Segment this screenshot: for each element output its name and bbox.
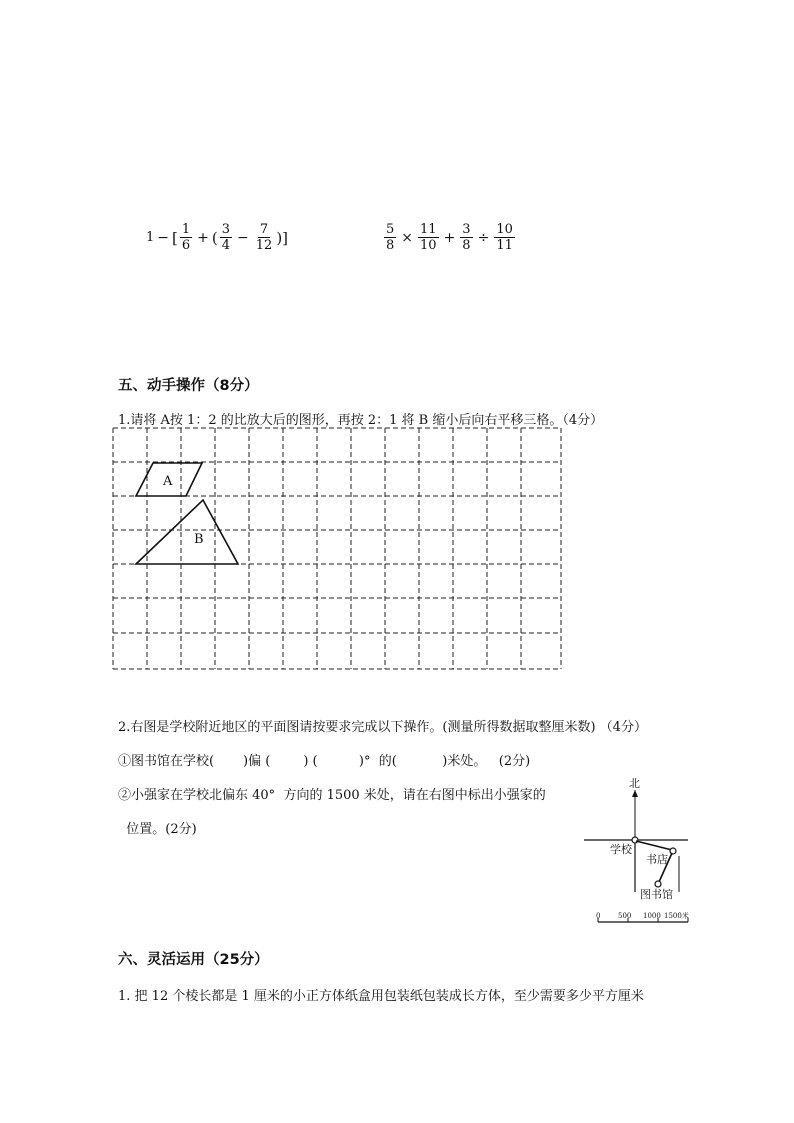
- section-5-question-1: 1.请将 A按 1：2 的比放大后的图形，再按 2：1 将 B 缩小后向右平移三格。（4分）: [118, 413, 604, 428]
- expr1-fraction-3: [254, 222, 275, 253]
- expression-2: [382, 222, 517, 253]
- section-5-question-2-2-continued: 位置。(2分): [118, 822, 197, 837]
- scale-label-1500: 1500米: [664, 912, 689, 920]
- school-to-bookstore-line: [636, 841, 672, 850]
- expr2-plus: +: [443, 229, 456, 246]
- fraction-numerator: 7: [259, 222, 269, 237]
- expr1-minus-2: −: [237, 229, 249, 246]
- fraction-denominator: 10: [420, 238, 437, 253]
- expr2-fraction-4: [494, 222, 515, 253]
- fraction-denominator: 11: [496, 238, 513, 253]
- fraction-denominator: 8: [462, 238, 471, 253]
- library-label: 图书馆: [640, 888, 673, 901]
- scale-label-500: 500: [618, 912, 632, 920]
- school-marker: [632, 837, 638, 843]
- scale-label-0: 0: [596, 912, 601, 920]
- section-6-question-1: 1. 把 12 个棱长都是 1 厘米的小正方体纸盒用包装纸包装成长方体，至少需要多少平方厘米: [118, 989, 644, 1004]
- fraction-numerator: 11: [420, 222, 437, 237]
- fraction-numerator: 1: [181, 222, 191, 237]
- north-arrow-head: [632, 790, 638, 797]
- shape-a-label: A: [163, 474, 173, 489]
- expr1-lbracket: [: [172, 228, 178, 247]
- section-5-question-2-1: ①图书馆在学校( )偏 ( ) ( )° 的( )米处。 (2分): [118, 754, 531, 769]
- expr1-fraction-1: [180, 222, 192, 253]
- expr1-fraction-2: [220, 222, 232, 253]
- fraction-denominator: 8: [386, 238, 395, 253]
- expr1-minus: −: [157, 229, 170, 246]
- section-5-question-2: 2.右图是学校附近地区的平面图请按要求完成以下操作。(测量所得数据取整厘米数) （4分）: [118, 720, 647, 735]
- expr2-fraction-3: [460, 222, 472, 253]
- expression-1: [146, 222, 288, 253]
- triangle-b: [136, 500, 238, 564]
- dashed-grid: [110, 426, 566, 672]
- expr2-divide: ÷: [477, 229, 490, 246]
- bookstore-marker: [670, 848, 676, 854]
- shape-b-label: B: [194, 532, 204, 547]
- scale-label-1000: 1000: [643, 912, 661, 920]
- library-marker: [655, 881, 661, 887]
- expr1-lead: 1: [146, 230, 155, 245]
- fraction-denominator: 12: [255, 238, 273, 253]
- expr1-plus: +: [197, 229, 209, 246]
- section-5-title: 五、动手操作（8分）: [118, 378, 259, 394]
- fraction-denominator: 6: [181, 238, 191, 253]
- school-area-map: [576, 770, 700, 930]
- grid-lines: [113, 428, 561, 669]
- expr2-times: ×: [401, 229, 414, 246]
- fraction-numerator: 5: [386, 222, 395, 237]
- section-6-title: 六、灵活运用（25分）: [118, 952, 269, 968]
- section-5-question-2-2: ②小强家在学校北偏东 40° 方向的 1500 米处，请在右图中标出小强家的: [118, 788, 546, 803]
- expr1-lparen: (: [211, 228, 218, 247]
- expr1-close: )]: [276, 228, 289, 247]
- expr2-fraction-2: [418, 222, 439, 253]
- fraction-numerator: 10: [496, 222, 513, 237]
- fraction-numerator: 3: [221, 222, 231, 237]
- fraction-denominator: 4: [221, 238, 231, 253]
- school-label: 学校: [610, 843, 632, 856]
- bookstore-label: 书店: [646, 853, 668, 866]
- north-label: 北: [629, 777, 640, 790]
- fraction-numerator: 3: [462, 222, 471, 237]
- expr2-fraction-1: [384, 222, 396, 253]
